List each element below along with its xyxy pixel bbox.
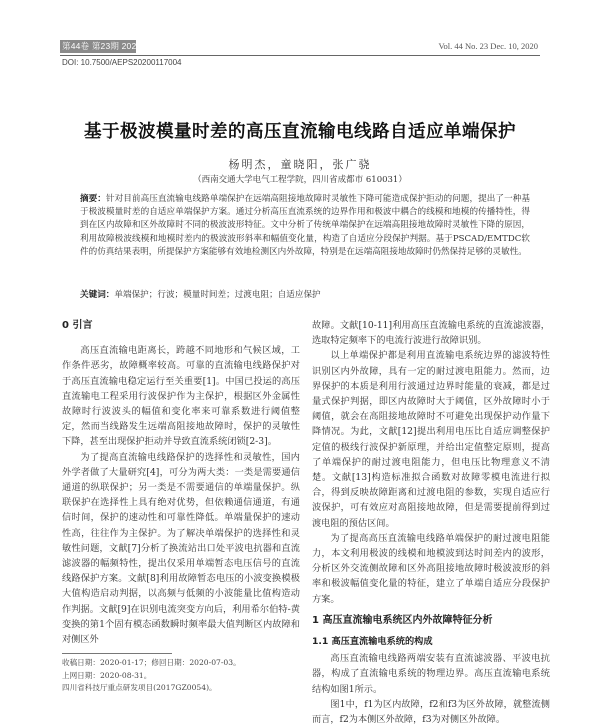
header-rule xyxy=(60,55,540,56)
footnote-rule xyxy=(62,653,172,654)
right-column xyxy=(312,318,550,727)
keywords-label: 关键词： xyxy=(80,290,115,300)
intro-paragraph-2: 为了提高直流输电线路保护的选择性和灵敏性，国内外学者做了大量研究[4]，可分为两大类：一类是需要通信通道的纵联保护；另一类是不需要通信的单端量保护。纵联保护在选择性上具有绝对优势，但依赖通信通道，有通信时间，保护的速动性和可靠性降低。单端量保护的速动性高，往往作为主保护。为了解决单端保护的选择性和灵敏性问题，文献[7]分析了换流站出口处平波电抗器和直流滤波器的幅频特性，提出仅采用单端暂态电压信号的直流线路保护方案。文献[8]利用故障暂态电压的小波变换模极大值构造启动判据，以高频与低频的小波能量比值构造动作判据。文献[9]在识别电流突变方向后，利用希尔伯特-黄变换的第1个固有模态函数瞬时频率最大值判断区内故障和对侧区外 xyxy=(62,451,300,646)
intro-paragraph-3: 以上单端保护都是利用直流输电系统边界的滤波特性识别区内外故障，具有一定的耐过渡电阻能力。然而，边界保护的本质是利用行波通过边界时能量的衰减，都是过量式保护判据，即区内故障时大于阈值，区外故障时小于阈值，就会在高阻接地故障时不可避免出现保护动作量下降情况。为此，文献[12]提出利用电压比自适应调整保护定值的极线行波保护新原理，并给出定值整定原则，提高了单端保护的耐过渡电阻能力，但电压比物理意义不清楚。文献[13]构造标准拟合函数对故障零模电流进行拟合，得到反映故障距离和过渡电阻的参数，实现自适应行波保护，可有效应对高阻接地故障，但是需要提前得到过渡电阻的预估区间。 xyxy=(312,350,550,529)
section-heading-1: 1 高压直流输电系统区内外故障特征分析 xyxy=(312,614,493,626)
abstract-text: 针对目前高压直流输电线路单端保护在远端高阻接地故障时灵敏性下降可能造成保护拒动的问题，提出了一种基于极波模量时差的自适应单端保护方案。通过分析高压直流系统的边界作用和极波中耦合的线模和地模的传播特性，得到在区内故障和区外故障时不同的极波波形特征。文中分析了传统单端保护在远端高阻接地故障时灵敏性下降的原因，利用故障极波线模和地模时差内的极波波形斜率和幅值变化量，构造了自适应分段保护判据。基于PSCAD/EMTDC软件的仿真结果表明，所提保护方案能够有效地检测区内外故障，特别是在远端高阻接地故障时仍然保持足够的灵敏性。 xyxy=(80,194,530,257)
keywords-text: 单端保护；行波；模量时间差；过渡电阻；自适应保护 xyxy=(114,290,321,300)
footnote xyxy=(62,657,241,695)
left-column xyxy=(62,318,300,647)
journal-issue: 第44卷 第23期 2020年12月10日 xyxy=(62,41,188,51)
intro-paragraph-4: 为了提高高压直流输电线路单端保护的耐过渡电阻能力，本文利用极波的线模和地模波到达时间差内的波形，分析区外交流侧故障和区外高阻接地故障时极波波形的斜率和极波幅值变化量的特征，建立了单端自适应分段保护方案。 xyxy=(312,532,550,605)
footnote-fund: 四川省科技厅重点研发项目(2017GZ0054)。 xyxy=(62,683,217,692)
section-heading-intro: 0 引言 xyxy=(62,320,93,331)
intro-paragraph-2-cont: 故障。文献[10-11]利用高压直流输电系统的直流滤波器，选取特定频率下的电流行波进行故障识别。 xyxy=(312,320,550,347)
authors: 杨明杰，童晓阳，张广骁 xyxy=(228,158,372,171)
subsection-heading-1-1: 1.1 高压直流输电系统的构成 xyxy=(312,636,433,648)
intro-paragraph-1: 高压直流输电距离长，跨越不同地形和气候区域，工作条件恶劣，故障概率较高。可靠的直流输电线路保护对于高压直流输电稳定运行至关重要[1]。中国已投运的高压直流输电工程采用行波保护作为主保护，根据区外金属性故障时行波波头的幅值和变化率来可靠系数进行阈值整定，然而当线路发生远端高阻接地故障时，保护的灵敏性下降，甚至出现保护拒动并导致直流系统闭锁[2-3]。 xyxy=(62,345,300,448)
footnote-online: 上网日期：2020-08-31。 xyxy=(62,670,152,680)
doi: DOI: 10.7500/AEPS20200117004 xyxy=(62,58,182,67)
abstract xyxy=(80,193,530,259)
section1-paragraph-1: 高压直流输电线路两端安装有直流滤波器、平波电抗器，构成了直流输电系统的物理边界。高压直流输电系统结构如图1所示。 xyxy=(312,653,550,695)
paper-title: 基于极波模量时差的高压直流输电线路自适应单端保护 xyxy=(84,122,516,142)
journal-issue-english: Vol. 44 No. 23 Dec. 10, 2020 xyxy=(438,41,538,51)
footnote-received: 收稿日期：2020-01-17；修回日期：2020-07-03。 xyxy=(62,658,241,667)
keywords xyxy=(80,289,530,302)
section1-paragraph-2: 图1中，f1为区内故障，f2和f3为区外故障，就整流侧而言，f2为本侧区外故障，f3为对侧区外故障。 xyxy=(312,698,550,726)
affiliation: （西南交通大学电气工程学院，四川省成都市 610031） xyxy=(193,175,407,185)
abstract-label: 摘要： xyxy=(80,194,106,204)
